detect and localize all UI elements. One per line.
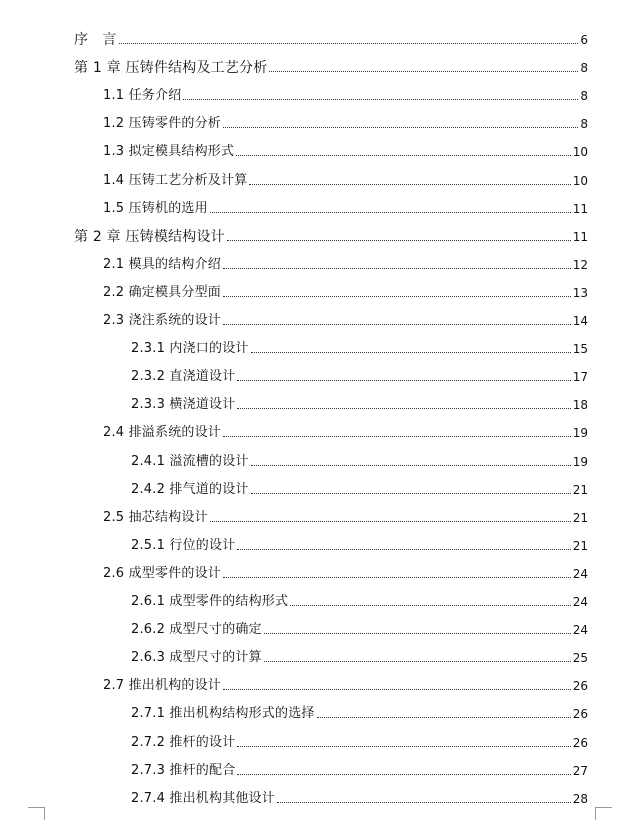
toc-entry-page-number: 28 bbox=[572, 792, 588, 806]
toc-entry-page-number: 26 bbox=[572, 679, 588, 693]
dot-leader bbox=[237, 774, 570, 775]
toc-entry[interactable] bbox=[103, 84, 588, 104]
toc-entry-title: 1.3 拟定模具结构形式 bbox=[103, 144, 235, 159]
toc-entry[interactable] bbox=[131, 787, 588, 807]
toc-entry-title: 2.7 推出机构的设计 bbox=[103, 678, 222, 693]
toc-entry[interactable] bbox=[103, 421, 588, 441]
toc-entry-page-number: 21 bbox=[572, 539, 588, 553]
toc-entry-title: 2.6 成型零件的设计 bbox=[103, 566, 222, 581]
dot-leader bbox=[251, 465, 571, 466]
dot-leader bbox=[223, 296, 571, 297]
dot-leader bbox=[210, 521, 571, 522]
toc-entry[interactable] bbox=[103, 197, 588, 217]
toc-entry-page-number: 14 bbox=[572, 314, 588, 328]
toc-entry-page-number: 10 bbox=[572, 145, 588, 159]
toc-entry[interactable] bbox=[131, 646, 588, 666]
toc-entry-title: 2.7.2 推杆的设计 bbox=[131, 735, 236, 750]
toc-entry-page-number: 17 bbox=[572, 370, 588, 384]
toc-entry-page-number: 27 bbox=[572, 764, 588, 778]
toc-entry-title: 2.6.2 成型尺寸的确定 bbox=[131, 622, 262, 637]
dot-leader bbox=[264, 661, 571, 662]
toc-entry-title: 2.7.4 推出机构其他设计 bbox=[131, 791, 276, 806]
toc-entry-title: 2.3.1 内浇口的设计 bbox=[131, 341, 249, 356]
dot-leader bbox=[183, 99, 578, 100]
toc-entry-page-number: 11 bbox=[572, 230, 588, 244]
toc-entry[interactable] bbox=[131, 450, 588, 470]
toc-entry-page-number: 24 bbox=[572, 595, 588, 609]
dot-leader bbox=[249, 184, 570, 185]
toc-entry-title: 2.5.1 行位的设计 bbox=[131, 538, 236, 553]
toc-entry[interactable] bbox=[131, 365, 588, 385]
dot-leader bbox=[317, 717, 571, 718]
toc-entry-page-number: 10 bbox=[572, 174, 588, 188]
toc-entry-title: 2.1 模具的结构介绍 bbox=[103, 257, 222, 272]
toc-entry-title: 2.2 确定模具分型面 bbox=[103, 285, 222, 300]
toc-entry-page-number: 26 bbox=[572, 707, 588, 721]
toc-entry[interactable] bbox=[103, 169, 588, 189]
dot-leader bbox=[237, 380, 570, 381]
dot-leader bbox=[223, 324, 571, 325]
crop-mark-bottom-right bbox=[595, 807, 612, 820]
toc-entry[interactable] bbox=[103, 562, 588, 582]
toc-entry[interactable] bbox=[131, 759, 588, 779]
toc-entry-title: 1.2 压铸零件的分析 bbox=[103, 116, 222, 131]
crop-mark-bottom-left bbox=[28, 807, 45, 820]
toc-entry-title: 2.6.1 成型零件的结构形式 bbox=[131, 594, 289, 609]
toc-entry[interactable] bbox=[103, 112, 588, 132]
toc-entry-title: 2.3.2 直浇道设计 bbox=[131, 369, 236, 384]
toc-entry[interactable] bbox=[103, 309, 588, 329]
toc-entry-page-number: 24 bbox=[572, 623, 588, 637]
dot-leader bbox=[237, 549, 570, 550]
dot-leader bbox=[223, 268, 571, 269]
dot-leader bbox=[210, 212, 571, 213]
toc-entry-page-number: 24 bbox=[572, 567, 588, 581]
toc-entry-page-number: 21 bbox=[572, 511, 588, 525]
toc-entry[interactable] bbox=[103, 140, 588, 160]
toc-entry-title: 第 1 章 压铸件结构及工艺分析 bbox=[74, 60, 268, 76]
toc-entry-title: 2.6.3 成型尺寸的计算 bbox=[131, 650, 262, 665]
toc-entry[interactable] bbox=[131, 337, 588, 357]
dot-leader bbox=[223, 577, 571, 578]
dot-leader bbox=[223, 436, 571, 437]
dot-leader bbox=[264, 633, 571, 634]
toc-entry-page-number: 26 bbox=[572, 736, 588, 750]
toc-entry-title: 2.4.2 排气道的设计 bbox=[131, 482, 249, 497]
dot-leader bbox=[236, 155, 571, 156]
toc-entry-page-number: 12 bbox=[572, 258, 588, 272]
toc-entry[interactable] bbox=[131, 590, 588, 610]
toc-entry[interactable] bbox=[131, 702, 588, 722]
toc-entry-title: 序 言 bbox=[74, 32, 117, 48]
toc-entry[interactable] bbox=[74, 56, 588, 76]
toc-entry[interactable] bbox=[103, 506, 588, 526]
toc-entry-page-number: 15 bbox=[572, 342, 588, 356]
toc-entry-title: 2.3 浇注系统的设计 bbox=[103, 313, 222, 328]
dot-leader bbox=[290, 605, 571, 606]
toc-entry-page-number: 25 bbox=[572, 651, 588, 665]
toc-entry-page-number: 8 bbox=[580, 61, 588, 75]
dot-leader bbox=[269, 71, 578, 72]
toc-entry-title: 2.5 抽芯结构设计 bbox=[103, 510, 208, 525]
dot-leader bbox=[251, 352, 571, 353]
toc-entry[interactable] bbox=[131, 534, 588, 554]
toc-entry-title: 2.7.3 推杆的配合 bbox=[131, 763, 236, 778]
toc-entry-page-number: 19 bbox=[572, 426, 588, 440]
dot-leader bbox=[119, 43, 579, 44]
toc-entry-title: 2.4.1 溢流槽的设计 bbox=[131, 454, 249, 469]
toc-entry-page-number: 21 bbox=[572, 483, 588, 497]
dot-leader bbox=[227, 240, 571, 241]
toc-entry-page-number: 13 bbox=[572, 286, 588, 300]
toc-entry-title: 1.4 压铸工艺分析及计算 bbox=[103, 173, 248, 188]
toc-entry[interactable] bbox=[131, 478, 588, 498]
toc-entry-title: 第 2 章 压铸模结构设计 bbox=[74, 229, 225, 245]
toc-entry-page-number: 8 bbox=[580, 117, 588, 131]
dot-leader bbox=[251, 493, 571, 494]
toc-entry-page-number: 6 bbox=[580, 33, 588, 47]
dot-leader bbox=[237, 746, 570, 747]
toc-entry-title: 2.7.1 推出机构结构形式的选择 bbox=[131, 706, 315, 721]
toc-entry[interactable] bbox=[74, 28, 588, 48]
dot-leader bbox=[277, 802, 571, 803]
dot-leader bbox=[223, 689, 571, 690]
toc-entry-title: 1.5 压铸机的选用 bbox=[103, 201, 208, 216]
toc-entry[interactable] bbox=[131, 393, 588, 413]
toc-entry-title: 2.4 排溢系统的设计 bbox=[103, 425, 222, 440]
toc-entry-title: 2.3.3 横浇道设计 bbox=[131, 397, 236, 412]
toc-entry[interactable] bbox=[103, 281, 588, 301]
toc-entry-title: 1.1 任务介绍 bbox=[103, 88, 182, 103]
toc-entry-page-number: 8 bbox=[580, 89, 588, 103]
toc-entry[interactable] bbox=[103, 674, 588, 694]
toc-entry[interactable] bbox=[103, 253, 588, 273]
dot-leader bbox=[223, 127, 578, 128]
toc-entry-page-number: 18 bbox=[572, 398, 588, 412]
toc-entry-page-number: 11 bbox=[572, 202, 588, 216]
toc-entry[interactable] bbox=[131, 618, 588, 638]
toc-entry[interactable] bbox=[74, 225, 588, 245]
dot-leader bbox=[237, 408, 570, 409]
toc-entry[interactable] bbox=[131, 731, 588, 751]
toc-entry-page-number: 19 bbox=[572, 455, 588, 469]
